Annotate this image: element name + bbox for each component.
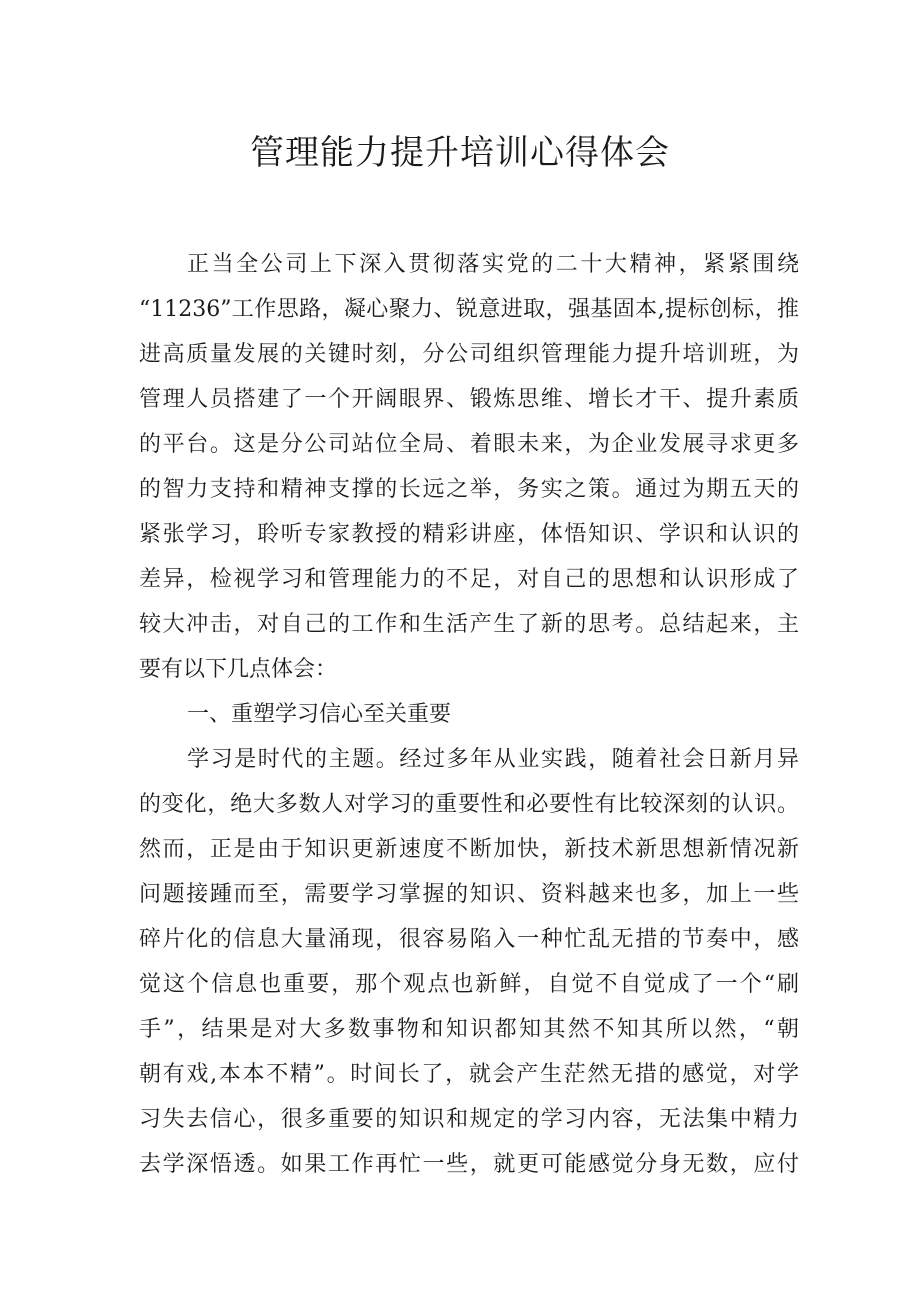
paragraph-1-line: 正当全公司上下深入贯彻落实党的二十大精神，紧紧围绕 bbox=[187, 252, 799, 277]
paragraph-2-line: 碎片化的信息大量涌现，很容易陷入一种忙乱无措的节奏中，感 bbox=[139, 927, 799, 952]
paragraph-2-line: 去学深悟透。如果工作再忙一些，就更可能感觉分身无数，应付 bbox=[139, 1152, 799, 1177]
document-title: 管理能力提升培训心得体会 bbox=[250, 133, 670, 173]
paragraph-1-line: 紧张学习，聆听专家教授的精彩讲座，体悟知识、学识和认识的 bbox=[139, 522, 799, 547]
paragraph-1-line: 要有以下几点体会： bbox=[139, 657, 338, 682]
paragraph-2-line: 的变化，绝大多数人对学习的重要性和必要性有比较深刻的认识。 bbox=[139, 792, 799, 817]
paragraph-1-line: “11236”工作思路，凝心聚力、锐意进取，强基固本,提标创标，推 bbox=[139, 297, 799, 322]
section-heading: 一、重塑学习信心至关重要 bbox=[187, 702, 452, 727]
paragraph-2-line: 学习是时代的主题。经过多年从业实践，随着社会日新月异 bbox=[187, 747, 799, 772]
paragraph-2-line: 习失去信心，很多重要的知识和规定的学习内容，无法集中精力 bbox=[139, 1107, 799, 1132]
paragraph-1-line: 较大冲击，对自己的工作和生活产生了新的思考。总结起来，主 bbox=[139, 612, 799, 637]
paragraph-2-line: 问题接踵而至，需要学习掌握的知识、资料越来也多，加上一些 bbox=[139, 882, 799, 907]
paragraph-1-line: 的平台。这是分公司站位全局、着眼未来，为企业发展寻求更多 bbox=[139, 432, 799, 457]
paragraph-2-line: 然而，正是由于知识更新速度不断加快，新技术新思想新情况新 bbox=[139, 837, 799, 862]
paragraph-1-line: 进高质量发展的关键时刻，分公司组织管理能力提升培训班，为 bbox=[139, 342, 799, 367]
document-body bbox=[139, 242, 799, 1187]
paragraph-1-line: 差异，检视学习和管理能力的不足，对自己的思想和认识形成了 bbox=[139, 567, 799, 592]
paragraph-1-line: 管理人员搭建了一个开阔眼界、锻炼思维、增长才干、提升素质 bbox=[139, 387, 799, 412]
paragraph-2-line: 觉这个信息也重要，那个观点也新鲜，自觉不自觉成了一个“刷 bbox=[139, 972, 799, 997]
paragraph-1-line: 的智力支持和精神支撑的长远之举，务实之策。通过为期五天的 bbox=[139, 477, 799, 502]
paragraph-2-line: 朝有戏,本本不精”。时间长了，就会产生茫然无措的感觉，对学 bbox=[139, 1062, 799, 1087]
paragraph-2-line: 手”，结果是对大多数事物和知识都知其然不知其所以然，“朝 bbox=[139, 1017, 799, 1042]
